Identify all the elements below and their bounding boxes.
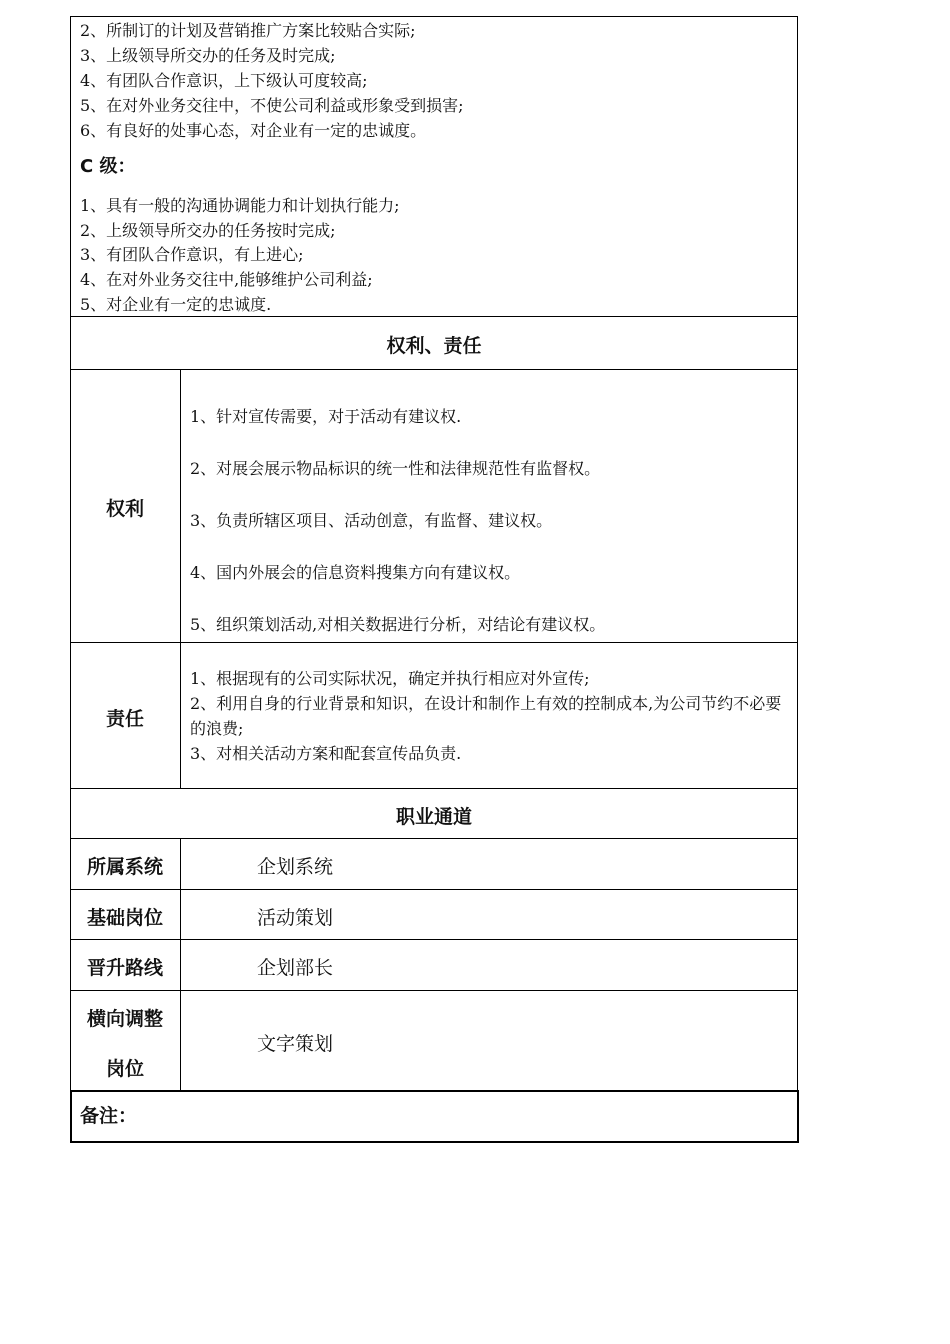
career-row-label: 所属系统 xyxy=(86,856,163,878)
career-row-label: 晋升路线 xyxy=(86,957,163,979)
b-level-item: 4、有团队合作意识，上下级认可度较高; xyxy=(80,71,368,90)
career-row-value: 企划系统 xyxy=(257,856,334,878)
c-level-item: 3、有团队合作意识，有上进心; xyxy=(80,245,304,264)
right-item: 5、组织策划活动,对相关数据进行分析，对结论有建议权。 xyxy=(190,615,606,634)
lateral-value: 文字策划 xyxy=(257,1033,334,1055)
career-row-label: 基础岗位 xyxy=(86,907,163,929)
rights-section-heading: 权利、责任 xyxy=(386,335,482,357)
lateral-label-line1: 横向调整 xyxy=(86,1008,163,1030)
career-section-heading: 职业通道 xyxy=(395,806,472,828)
column-divider xyxy=(180,838,181,1090)
c-level-item: 4、在对外业务交往中,能够维护公司利益; xyxy=(80,270,373,289)
duty-item: 1、根据现有的公司实际状况，确定并执行相应对外宣传; xyxy=(190,669,590,688)
c-level-item: 2、上级领导所交办的任务按时完成; xyxy=(80,221,336,240)
b-level-item: 2、所制订的计划及营销推广方案比较贴合实际; xyxy=(80,21,416,40)
right-item: 1、针对宣传需要，对于活动有建议权. xyxy=(190,407,462,426)
duty-item: 2、利用自身的行业背景和知识，在设计和制作上有效的控制成本,为公司节约不必要的浪费; xyxy=(190,694,782,738)
lateral-label-line2: 岗位 xyxy=(105,1058,144,1080)
duty-item: 3、对相关活动方案和配套宣传品负责. xyxy=(190,744,462,763)
b-level-item: 6、有良好的处事心态，对企业有一定的忠诚度。 xyxy=(80,121,427,140)
right-item: 3、负责所辖区项目、活动创意，有监督、建议权。 xyxy=(190,511,553,530)
c-level-item: 5、对企业有一定的忠诚度. xyxy=(80,295,272,314)
duty-label: 责任 xyxy=(105,708,144,730)
b-level-item: 5、在对外业务交往中，不使公司利益或形象受到损害; xyxy=(80,96,464,115)
right-item: 2、对展会展示物品标识的统一性和法律规范性有监督权。 xyxy=(190,459,601,478)
remarks-label: 备注： xyxy=(80,1105,138,1127)
rights-label: 权利 xyxy=(105,498,144,520)
career-row-value: 活动策划 xyxy=(257,907,334,929)
career-row-value: 企划部长 xyxy=(257,957,334,979)
right-item: 4、国内外展会的信息资料搜集方向有建议权。 xyxy=(190,563,521,582)
b-level-item: 3、上级领导所交办的任务及时完成; xyxy=(80,46,336,65)
remarks-cell-border xyxy=(70,1090,799,1143)
column-divider xyxy=(180,369,181,788)
c-level-title: C 级： xyxy=(80,156,136,177)
row-divider xyxy=(70,788,798,789)
c-level-item: 1、具有一般的沟通协调能力和计划执行能力; xyxy=(80,196,400,215)
